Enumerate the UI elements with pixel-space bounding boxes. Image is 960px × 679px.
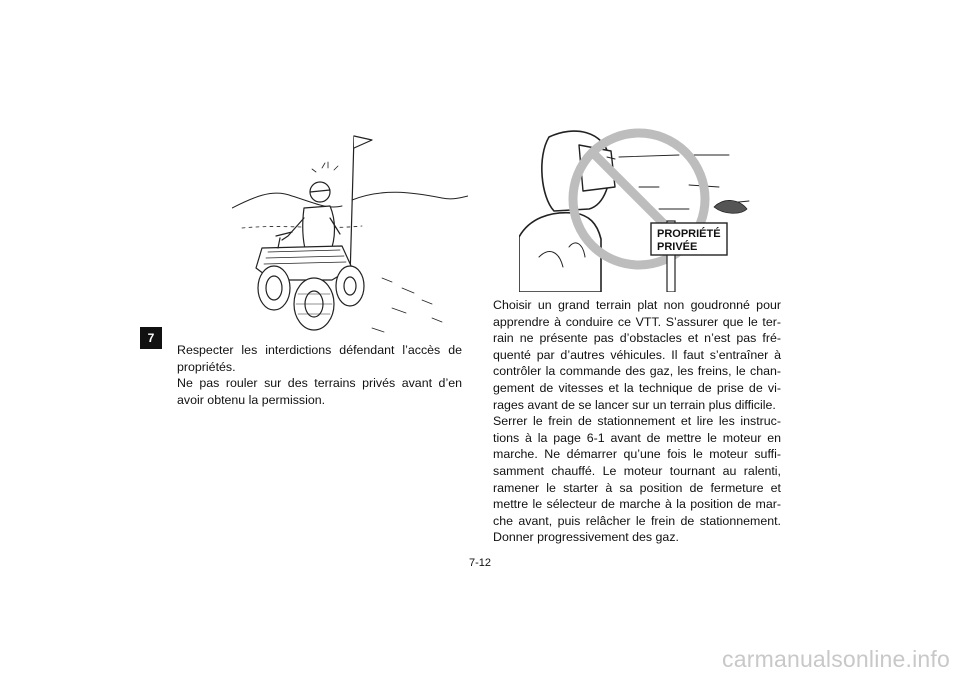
watermark: carmanualsonline.info xyxy=(722,646,950,672)
atv-rider-illustration xyxy=(232,128,468,338)
paragraph: Serrer le frein de stationnement et lire les instruc-tions à la page 6-1 avant de mettre le moteur en marche. Ne démarrer qu’une fois le moteur suffi-samment chauffé. Le moteur tournant au ralenti, ramener le starter à sa position de fermeture et mettre le sélecteur de marche à la position de mar-che avant, puis relâcher le frein de stationnement. Donner progressivement des gaz. xyxy=(493,414,781,545)
left-column-text xyxy=(177,342,462,408)
private-property-sign-illustration xyxy=(519,127,771,292)
chapter-tab: 7 xyxy=(140,327,162,349)
sign-text-line1: PROPRIÉTÉ xyxy=(657,228,721,240)
paragraph: Ne pas rouler sur des terrains privés avant d’en avoir obtenu la permission. xyxy=(177,376,462,407)
paragraph: Respecter les interdictions défendant l’accès de propriétés. xyxy=(177,343,462,374)
right-column-text xyxy=(493,297,781,546)
paragraph: Choisir un grand terrain plat non goudronné pour apprendre à conduire ce VTT. S’assurer que le ter-rain ne présente pas d’obstacles et n’est pas fré-quenté par d’autres véhicules. Il faut s’entraîner à contrôler la commande des gaz, les freins, le chan-gement de vitesses et la technique de prise de vi-rages avant de se lancer sur un terrain plus difficile. xyxy=(493,298,781,412)
page-number: 7-12 xyxy=(468,557,492,569)
sign-text-line2: PRIVÉE xyxy=(657,241,698,253)
